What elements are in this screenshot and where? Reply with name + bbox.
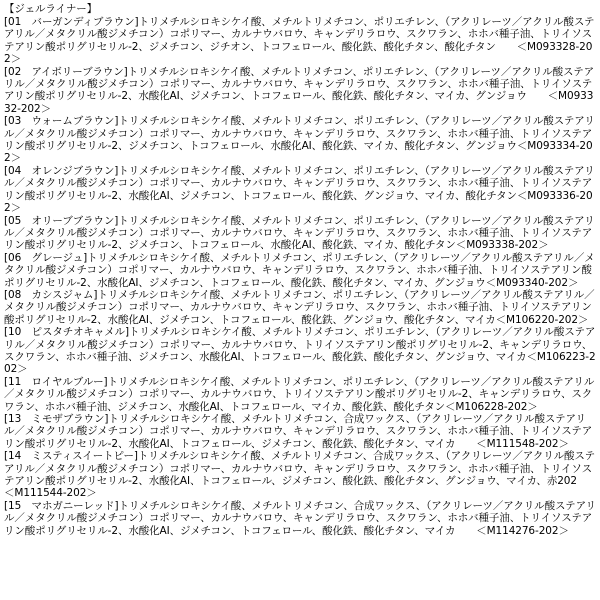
page-title: 【ジェルライナー】 <box>4 3 98 15</box>
list-item: [08 カシスジャム]トリメチルシロキシケイ酸、メチルトリメチコン、ポリエチレン、（アクリレーツ／アクリル酸ステアリル／メタクリル酸ジメチコン）コポリマー、カルナウバロウ、キャンデリラロウ、スクワラン、ホホバ種子油、トリイソステアリン酸ポリグリセリル-2、水酸化AI、ジメチコン、トコフェロール、酸化鉄、グンジョウ、酸化チタン、マイカ＜M106220-202＞ <box>4 288 595 326</box>
list-item: [04 オレンジブラウン]トリメチルシロキシケイ酸、メチルトリメチコン、ポリエチレン、（アクリレーツ／アクリル酸ステアリル／メタクリル酸ジメチコン）コポリマー、カルナウバロウ、キャンデリラロウ、スクワラン、ホホバ種子油、トリイソステアリン酸ポリグリセリル-2、水酸化AI、ジメチコン、トコフェロール、酸化鉄、グンジョウ、マイカ、酸化チタン＜M093336-202＞ <box>4 164 595 215</box>
list-item: [02 アイボリーブラウン]トリメチルシロキシケイ酸、メチルトリメチコン、ポリエチレン、（アクリレーツ／アクリル酸ステアリル／メタクリル酸ジメチコン）コポリマー、カルナウバロウ、キャンデリラロウ、スクワラン、ホホバ種子油、トリイソステアリン酸ポリグリセリル-2、水酸化AI、ジメチコン、トコフェロール、酸化鉄、酸化チタン、マイカ、グンジョウ ＜M093332-202＞ <box>4 65 595 115</box>
list-item: [11 ロイヤルブルー]トリメチルシロキシケイ酸、メチルトリメチコン、ポリエチレン、（アクリレーツ／アクリル酸ステアリル／メタクリル酸ジメチコン）コポリマー、カルナウバロウ、トリイソステアリン酸ポリグリセリル-2、キャンデリラロウ、スクワラン、ホホバ種子油、ジメチコン、水酸化AI、トコフェロール、マイカ、酸化鉄、酸化チタン＜M106228-202＞ <box>4 375 595 413</box>
list-item: [05 オリーブブラウン]トリメチルシロキシケイ酸、メチルトリメチコン、ポリエチレン、（アクリレーツ／アクリル酸ステアリル／メタクリル酸ジメチコン）コポリマー、カルナウバロウ、キャンデリラロウ、スクワラン、ホホバ種子油、トリイソステアリン酸ポリグリセリル-2、ジメチコン、トコフェロール、水酸化AI、酸化鉄、マイカ、酸化チタン＜M093338-202＞ <box>4 214 595 252</box>
list-item: [10 ピスタチオキャメル]トリメチルシロキシケイ酸、メチルトリメチコン、ポリエチレン、（アクリレーツ／アクリル酸ステアリル／メタクリル酸ジメチコン）コポリマー、カルナウバロウ、トリイソステアリン酸ポリグリセリル-2、キャンデリラロウ、スクワラン、ホホバ種子油、ジメチコン、水酸化AI、トコフェロール、酸化鉄、酸化チタン、グンジョウ、マイカ＜M106223-202＞ <box>4 326 596 376</box>
list-item: [13 ミモザブラウン]トリメチルシロキシケイ酸、メチルトリメチコン、合成ワックス、（アクリレーツ／アクリル酸ステアリル／メタクリル酸ジメチコン）コポリマー、カルナウバロウ、キャンデリラロウ、スクワラン、ホホバ種子油、トリイソステアリン酸ポリグリセリル-2、水酸化AI、トコフェロール、ジメチコン、酸化鉄、酸化チタン、マイカ ＜M111548-202＞ <box>4 413 593 450</box>
list-item: [15 マホガニーレッド]トリメチルシロキシケイ酸、メチルトリメチコン、合成ワックス、（アクリレーツ／アクリル酸ステアリル／メタクリル酸ジメチコン）コポリマー、カルナウバロウ、キャンデリラロウ、スクワラン、ホホバ種子油、トリイソステアリン酸ポリグリセリル-2、水酸化AI、ジメチコン、トコフェロール、酸化鉄、酸化チタン、マイカ ＜M114276-202＞ <box>4 499 596 537</box>
list-item: [06 グレージュ]トリメチルシロキシケイ酸、メチルトリメチコン、ポリエチレン、（アクリレーツ／アクリル酸ステアリル／メタクリル酸ジメチコン）コポリマー、カルナウバロウ、キャンデリラロウ、スクワラン、ホホバ種子油、トリイソステアリン酸ポリグリセリル-2、水酸化AI、ジメチコン、トコフェロール、酸化鉄、酸化チタン、マイカ、グンジョウ＜M093340-202＞ <box>4 251 595 289</box>
list-item: [14 ミスティスイートピー]トリメチルシロキシケイ酸、メチルトリメチコン、合成ワックス、（アクリレーツ／アクリル酸ステアリル／メタクリル酸ジメチコン）コポリマー、カルナウバロウ、キャンデリラロウ、スクワラン、ホホバ種子油、トリイソステアリン酸ポリグリセリル-2、水酸化AI、トコフェロール、ジメチコン、酸化鉄、酸化チタン、グンジョウ、マイカ、赤202 ＜M111544-202＞ <box>4 450 598 500</box>
list-item: [03 ウォームブラウン]トリメチルシロキシケイ酸、メチルトリメチコン、ポリエチレン、（アクリレーツ／アクリル酸ステアリル／メタクリル酸ジメチコン）コポリマー、カルナウバロウ、キャンデリラロウ、スクワラン、ホホバ種子油、トリイソステアリン酸ポリグリセリル-2、ジメチコン、トコフェロール、水酸化AI、酸化鉄、マイカ、酸化チタン、グンジョウ＜M093334-202＞ <box>4 115 595 165</box>
list-item: [01 バーガンディブラウン]トリメチルシロキシケイ酸、メチルトリメチコン、ポリエチレン、（アクリレーツ／アクリル酸ステアリル／メタクリル酸ジメチコン）コポリマー、カルナウバロウ、キャンデリラロウ、スクワラン、ホホバ種子油、トリイソステアリン酸ポリグリセリル-2、ジメチコン、ジチオン、トコフェロール、酸化鉄、酸化チタン、酸化チタン ＜M093328-202＞ <box>4 16 595 66</box>
